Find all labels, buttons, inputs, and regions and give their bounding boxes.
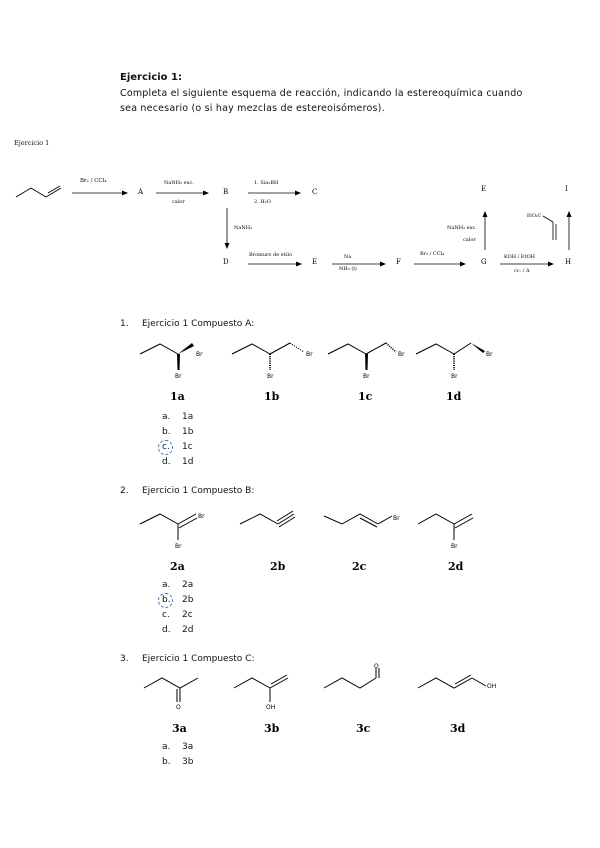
reagent-10: EtO₂C [527, 214, 542, 219]
compound-A: A [138, 188, 144, 196]
label-3c: 3c [356, 722, 371, 735]
reagent-8-top: NaNH₂ exc. [447, 225, 477, 231]
label-2b: 2b [270, 560, 286, 573]
question-2-text: Ejercicio 1 Compuesto B: [142, 486, 255, 496]
compound-E: E [312, 258, 318, 266]
label-1d: 1d [446, 390, 462, 403]
compound-E-top: E [481, 185, 487, 193]
label-1a: 1a [170, 390, 185, 403]
svg-text:Br: Br [175, 543, 182, 550]
reagent-9-top: KOH / EtOH [504, 254, 536, 260]
structure-2b [240, 511, 295, 573]
svg-text:Br: Br [175, 373, 182, 380]
svg-text:Br: Br [451, 373, 458, 380]
exercise-instructions: Completa el siguiente esquema de reacción, indicando la estereoquímica cuando sea necesario (o si hay mezclas de estereoisómeros). [120, 88, 523, 114]
reagent-9-bottom: cc. / Δ [514, 268, 530, 274]
question-1-heading [120, 319, 254, 329]
reagent-8-bottom: calor [463, 237, 476, 243]
reagent-3-top: 1. Sia₂BH [254, 180, 279, 186]
scheme-label: Ejercicio 1 [14, 139, 50, 147]
label-3b: 3b [264, 722, 280, 735]
option-2a[interactable]: a. 2a [162, 580, 194, 590]
question-2-number: 2. [120, 486, 129, 496]
label-1c: 1c [358, 390, 373, 403]
question-1-text: Ejercicio 1 Compuesto A: [142, 319, 255, 329]
reagent-2-top: NaNH₂ exc. [164, 180, 194, 186]
structure-3d [418, 675, 496, 735]
svg-text:OH: OH [487, 683, 497, 690]
option-2d[interactable]: d. 2d [162, 625, 194, 635]
reagent-6-top: Na [344, 254, 352, 260]
structure-1a [140, 343, 203, 403]
exercise-title: Ejercicio 1: [120, 72, 182, 83]
option-2c[interactable]: c. 2c [162, 610, 193, 620]
question-3-text: Ejercicio 1 Compuesto C: [142, 654, 255, 664]
label-2c: 2c [352, 560, 367, 573]
svg-text:Br: Br [393, 515, 400, 522]
label-3a: 3a [172, 722, 187, 735]
option-2b[interactable]: b. 2b [162, 593, 193, 608]
svg-text:Br: Br [363, 373, 370, 380]
label-2d: 2d [448, 560, 464, 573]
svg-text:Br: Br [451, 543, 458, 550]
reagent-6-bottom: NH₃ (l) [339, 266, 357, 272]
selected-marker [158, 440, 173, 455]
structure-1d [416, 343, 493, 403]
svg-text:O: O [176, 704, 181, 711]
question-1-options [162, 410, 193, 470]
option-3a[interactable]: a. 3a [162, 742, 194, 752]
question-2-structures [130, 500, 510, 575]
structure-1c [328, 343, 405, 403]
structure-2a [140, 513, 205, 573]
compound-I: I [565, 185, 568, 193]
question-3-options [162, 740, 193, 770]
svg-text:Br: Br [398, 351, 405, 358]
question-2-heading [120, 486, 254, 496]
question-1-structures [130, 330, 510, 405]
structure-2c [324, 514, 400, 573]
option-1d[interactable]: d. 1d [162, 457, 194, 467]
reagent-5: Bromuro de etilo [249, 252, 292, 258]
svg-text:Br: Br [267, 373, 274, 380]
structure-1b [232, 343, 313, 403]
reagent-1: Br₂ / CCl₄ [80, 178, 107, 184]
option-1a[interactable]: a. 1a [162, 412, 194, 422]
selected-marker [158, 593, 173, 608]
svg-text:Br: Br [196, 351, 203, 358]
question-3-number: 3. [120, 654, 129, 664]
compound-G: G [481, 258, 487, 266]
reagent-4: NaNH₂ [234, 225, 253, 231]
reagent-2-bottom: calor [172, 199, 185, 205]
structure-3b [234, 675, 288, 735]
structure-3c [324, 663, 379, 735]
option-1c[interactable]: c. 1c [162, 440, 193, 455]
question-2-options [162, 578, 193, 638]
compound-C: C [312, 188, 318, 196]
compound-B: B [223, 188, 229, 196]
compound-F: F [396, 258, 401, 266]
label-2a: 2a [170, 560, 185, 573]
compound-H: H [565, 258, 572, 266]
compound-D: D [223, 258, 229, 266]
structure-3a [144, 678, 198, 735]
structure-2d [418, 514, 473, 573]
label-1b: 1b [264, 390, 280, 403]
reagent-7: Br₂ / CCl₄ [420, 251, 445, 257]
svg-text:Br: Br [306, 351, 313, 358]
svg-text:Br: Br [198, 513, 205, 520]
question-3-structures [130, 662, 510, 737]
svg-text:O: O [374, 663, 379, 670]
label-3d: 3d [450, 722, 466, 735]
reaction-scheme [0, 160, 600, 280]
svg-text:Br: Br [486, 351, 493, 358]
svg-text:OH: OH [266, 704, 276, 711]
option-3b[interactable]: b. 3b [162, 757, 194, 767]
question-1-number: 1. [120, 319, 129, 329]
reagent-3-bottom: 2. H₂O [254, 199, 271, 205]
option-1b[interactable]: b. 1b [162, 427, 194, 437]
